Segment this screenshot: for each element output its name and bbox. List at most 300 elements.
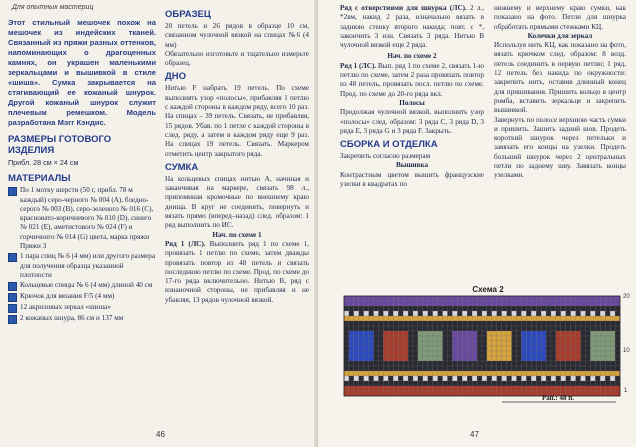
chart-cell — [536, 341, 541, 346]
chart-svg — [338, 284, 630, 414]
chart-cell — [438, 346, 443, 351]
chart-cell — [590, 351, 595, 356]
chart-cell — [586, 381, 591, 386]
chart-cell — [556, 361, 561, 366]
chart-cell — [467, 336, 472, 341]
chart-cell — [398, 336, 403, 341]
chart-cell — [487, 311, 492, 316]
chart-cell — [428, 366, 433, 371]
chart-cell — [477, 366, 482, 371]
chart-cell — [344, 376, 349, 381]
chart-cell — [512, 306, 517, 311]
chart-cell — [590, 361, 595, 366]
chart-cell — [502, 331, 507, 336]
chart-cell — [541, 306, 546, 311]
chart-cell — [438, 386, 443, 391]
chart-cell — [600, 381, 605, 386]
chart-cell — [379, 306, 384, 311]
chart-cell — [581, 306, 586, 311]
chart-cell — [517, 316, 522, 321]
chart-cell — [403, 331, 408, 336]
chart-cell — [541, 376, 546, 381]
chart-cell — [398, 361, 403, 366]
chart-cell — [546, 386, 551, 391]
chart-cell — [482, 316, 487, 321]
chart-cell — [364, 301, 369, 306]
materials-list — [8, 186, 156, 324]
chart-cell — [541, 356, 546, 361]
chart-cell — [393, 326, 398, 331]
chart-cell — [438, 391, 443, 396]
chart-cell — [388, 296, 393, 301]
chart-cell — [571, 341, 576, 346]
chart-cell — [566, 376, 571, 381]
chart-cell — [369, 301, 374, 306]
chart-cell — [462, 356, 467, 361]
chart-cell — [551, 311, 556, 316]
chart-cell — [354, 296, 359, 301]
chart-cell — [586, 351, 591, 356]
chart-cell — [418, 351, 423, 356]
chart-cell — [477, 321, 482, 326]
chart-cell — [388, 361, 393, 366]
chart-cell — [428, 301, 433, 306]
chart-cell — [507, 336, 512, 341]
chart-cell — [403, 326, 408, 331]
chart-cell — [581, 326, 586, 331]
chart-cell — [487, 316, 492, 321]
chart-cell — [600, 341, 605, 346]
chart-cell — [398, 346, 403, 351]
chart-cell — [428, 351, 433, 356]
chart-cell — [610, 376, 615, 381]
chart-cell — [403, 306, 408, 311]
chart-cell — [408, 371, 413, 376]
chart-cell — [595, 311, 600, 316]
chart-cell — [428, 386, 433, 391]
chart-cell — [561, 341, 566, 346]
chart-cell — [433, 336, 438, 341]
chart-cell — [556, 311, 561, 316]
chart-cell — [462, 391, 467, 396]
chart-cell — [364, 351, 369, 356]
chart-cell — [374, 341, 379, 346]
chart-cell — [354, 376, 359, 381]
chart-cell — [438, 381, 443, 386]
chart-cell — [615, 366, 620, 371]
chart-cell — [344, 361, 349, 366]
chart-cell — [448, 306, 453, 311]
chart-cell — [457, 376, 462, 381]
chart-cell — [452, 346, 457, 351]
chart-cell — [354, 306, 359, 311]
chart-cell — [487, 321, 492, 326]
chart-cell — [521, 321, 526, 326]
chart-cell — [379, 376, 384, 381]
chart-cell — [536, 381, 541, 386]
chart-cell — [526, 316, 531, 321]
chart-cell — [595, 306, 600, 311]
chart-cell — [398, 381, 403, 386]
chart-cell — [531, 351, 536, 356]
chart-cell — [467, 351, 472, 356]
chart-cell — [344, 391, 349, 396]
chart-cell — [477, 301, 482, 306]
chart-cell — [487, 371, 492, 376]
chart-cell — [423, 376, 428, 381]
chart-cell — [541, 361, 546, 366]
chart-cell — [600, 391, 605, 396]
repeat-caption: Рап.: 48 п. — [541, 394, 575, 402]
chart-cell — [600, 346, 605, 351]
chart-cell — [517, 371, 522, 376]
chart-cell — [413, 391, 418, 396]
chart-cell — [605, 391, 610, 396]
chart-cell — [472, 361, 477, 366]
chart-cell — [571, 381, 576, 386]
chart-cell — [546, 346, 551, 351]
chart-cell — [379, 386, 384, 391]
chart-cell — [556, 381, 561, 386]
chart-cell — [517, 351, 522, 356]
chart-cell — [600, 301, 605, 306]
chart-cell — [433, 361, 438, 366]
chart-cell — [349, 321, 354, 326]
chart-cell — [418, 346, 423, 351]
chart-cell — [457, 316, 462, 321]
chart-cell — [600, 306, 605, 311]
chart-cell — [492, 306, 497, 311]
chart-cell — [388, 381, 393, 386]
chart-cell — [428, 336, 433, 341]
chart-cell — [517, 391, 522, 396]
chart-cell — [531, 306, 536, 311]
chart-cell — [364, 371, 369, 376]
chart-cell — [517, 386, 522, 391]
chart-cell — [457, 326, 462, 331]
chart-cell — [610, 381, 615, 386]
materials-item-text: 12 акриловых зеркал «шиша» — [20, 303, 111, 312]
chart-cell — [497, 361, 502, 366]
chart-cell — [561, 361, 566, 366]
chart-cell — [423, 341, 428, 346]
chart-cell — [605, 351, 610, 356]
chart-cell — [517, 381, 522, 386]
chart-cell — [605, 316, 610, 321]
chart-cell — [556, 336, 561, 341]
chart-cell — [576, 336, 581, 341]
chart-cell — [521, 316, 526, 321]
chart-cell — [472, 386, 477, 391]
chart-cell — [497, 356, 502, 361]
chart-cell — [590, 306, 595, 311]
chart-cell — [497, 296, 502, 301]
chart-cell — [615, 386, 620, 391]
bullet-icon — [8, 304, 17, 313]
intro-text: Этот стильный мешочек похож на мешочек из индейских тканей. Связанный из пряжи разных оттенков, напоминающих о драгоценных камнях, он украшен маленькими зеркальцами и вышивкой в стиле «шиша». Сумка закрывается на стягивающий ее кожаный шнурок. Другой кожаный шнурок служит плечевым ремешком. Модель разработана Мэгг Кэндис. — [8, 18, 156, 127]
chart-cell — [413, 336, 418, 341]
chart-cell — [541, 316, 546, 321]
chart-cell — [536, 346, 541, 351]
chart-cell — [423, 381, 428, 386]
chart-cell — [443, 311, 448, 316]
chart-cell — [457, 306, 462, 311]
chart-cell — [477, 376, 482, 381]
chart-cell — [359, 366, 364, 371]
chart-cell — [467, 321, 472, 326]
chart-cell — [364, 311, 369, 316]
chart-cell — [364, 346, 369, 351]
chart-cell — [413, 371, 418, 376]
chart-cell — [418, 391, 423, 396]
chart-cell — [369, 311, 374, 316]
chart-cell — [541, 351, 546, 356]
chart-cell — [433, 296, 438, 301]
chart-cell — [374, 316, 379, 321]
chart-cell — [467, 316, 472, 321]
chart-cell — [531, 371, 536, 376]
chart-cell — [349, 366, 354, 371]
bottom-heading: ДНО — [165, 71, 187, 83]
chart-cell — [581, 366, 586, 371]
chart-cell — [472, 346, 477, 351]
chart-cell — [418, 321, 423, 326]
chart-cell — [615, 336, 620, 341]
chart-cell — [551, 306, 556, 311]
chart-cell — [546, 296, 551, 301]
chart-cell — [393, 381, 398, 386]
chart-cell — [561, 296, 566, 301]
chart-cell — [457, 371, 462, 376]
chart-cell — [517, 306, 522, 311]
chart-cell — [418, 386, 423, 391]
chart-cell — [388, 301, 393, 306]
chart-cell — [502, 336, 507, 341]
chart-cell — [487, 386, 492, 391]
materials-item — [8, 314, 156, 324]
chart-cell — [517, 361, 522, 366]
chart-cell — [433, 366, 438, 371]
chart-cell — [586, 331, 591, 336]
chart-cell — [374, 376, 379, 381]
chart-cell — [482, 376, 487, 381]
chart-cell — [531, 381, 536, 386]
chart-cell — [379, 326, 384, 331]
chart-cell — [600, 361, 605, 366]
chart-cell — [383, 311, 388, 316]
chart-cell — [462, 376, 467, 381]
chart-cell — [586, 296, 591, 301]
chart-cell — [418, 341, 423, 346]
chart-cell — [482, 356, 487, 361]
chart-cell — [344, 386, 349, 391]
chart-cell — [398, 301, 403, 306]
chart-cell — [561, 376, 566, 381]
chart-cell — [443, 306, 448, 311]
chart-cell — [462, 386, 467, 391]
tick-10: 10 — [623, 348, 630, 354]
chart-cell — [502, 306, 507, 311]
chart-cell — [428, 316, 433, 321]
chart-cell — [517, 301, 522, 306]
chart-cell — [531, 366, 536, 371]
chart-cell — [586, 326, 591, 331]
chart-cell — [610, 336, 615, 341]
chart-cell — [349, 351, 354, 356]
chart-cell — [443, 301, 448, 306]
chart-cell — [615, 306, 620, 311]
chart-cell — [502, 311, 507, 316]
chart-cell — [369, 306, 374, 311]
chart-cell — [571, 371, 576, 376]
chart-cell — [472, 326, 477, 331]
chart-cell — [388, 376, 393, 381]
bullet-icon — [8, 293, 17, 302]
chart-cell — [443, 326, 448, 331]
chart-cell — [551, 316, 556, 321]
chart-cell — [379, 381, 384, 386]
chart-cell — [408, 331, 413, 336]
size-heading: РАЗМЕРЫ ГОТОВОГО ИЗДЕЛИЯ — [8, 134, 112, 156]
chart-cell — [526, 371, 531, 376]
chart-cell — [561, 301, 566, 306]
chart-cell — [452, 376, 457, 381]
chart-cell — [546, 366, 551, 371]
chart-cell — [398, 366, 403, 371]
chart-cell — [457, 386, 462, 391]
chart-cell — [398, 341, 403, 346]
chart-cell — [605, 381, 610, 386]
stripes-text: Продолжая чулочной вязкой, выполнить узор «полосы» след. образом: 3 ряда C, 3 ряда D, 3 ряда E, 3 ряда G и 3 ряда F. Закрыть. — [340, 108, 484, 135]
chart-cell — [507, 321, 512, 326]
chart-cell — [443, 361, 448, 366]
chart-cell — [497, 346, 502, 351]
chart-cell — [369, 381, 374, 386]
chart-cell — [541, 336, 546, 341]
chart-cell — [546, 321, 551, 326]
chart-cell — [581, 331, 586, 336]
chart-cell — [600, 336, 605, 341]
chart-cell — [615, 296, 620, 301]
chart-cell — [349, 311, 354, 316]
chart-cell — [581, 341, 586, 346]
chart-grid — [344, 296, 620, 396]
chart-cell — [374, 331, 379, 336]
chart-cell — [369, 326, 374, 331]
chart-cell — [408, 316, 413, 321]
chart-cell — [541, 386, 546, 391]
chart-cell — [398, 356, 403, 361]
holes-label: Ряд с отверстиями для шнурка (ЛС). — [340, 4, 467, 12]
chart-cell — [379, 331, 384, 336]
chart-cell — [393, 386, 398, 391]
chart-cell — [383, 306, 388, 311]
chart-cell — [482, 296, 487, 301]
chart-cell — [502, 376, 507, 381]
chart-cell — [379, 366, 384, 371]
chart-cell — [507, 311, 512, 316]
chart-cell — [448, 356, 453, 361]
chart-cell — [433, 341, 438, 346]
chart-cell — [457, 361, 462, 366]
chart-cell — [615, 371, 620, 376]
chart-cell — [383, 331, 388, 336]
chart-cell — [433, 356, 438, 361]
chart-cell — [487, 296, 492, 301]
right-page — [318, 0, 636, 447]
chart-cell — [349, 346, 354, 351]
chart-cell — [482, 341, 487, 346]
chart-cell — [595, 351, 600, 356]
chart-cell — [398, 376, 403, 381]
chart-cell — [586, 316, 591, 321]
chart-cell — [561, 356, 566, 361]
chart-cell — [556, 316, 561, 321]
chart-cell — [379, 336, 384, 341]
chart-cell — [595, 341, 600, 346]
chart-cell — [379, 301, 384, 306]
chart-cell — [576, 306, 581, 311]
chart-cell — [571, 376, 576, 381]
chart-cell — [590, 326, 595, 331]
chart-cell — [531, 336, 536, 341]
chart-cell — [541, 311, 546, 316]
holes-text: 2 л., *2вм, накид 2 раза, изначально вязать в заднюю стенку второго накида; повт. с *, закончить 3 изн. Связать 3 ряда. Нитью B чулочной вязкой еще 2 ряда. — [340, 4, 485, 50]
chart-cell — [383, 321, 388, 326]
chart-cell — [364, 316, 369, 321]
chart-cell — [379, 296, 384, 301]
chart-cell — [605, 366, 610, 371]
chart-cell — [364, 361, 369, 366]
chart-cell — [605, 341, 610, 346]
chart-cell — [482, 311, 487, 316]
chart-cell — [344, 321, 349, 326]
chart-cell — [364, 386, 369, 391]
chart-cell — [551, 296, 556, 301]
chart-cell — [526, 321, 531, 326]
mirror-heading: Колечки для зеркал — [527, 31, 593, 40]
chart-cell — [398, 306, 403, 311]
chart-cell — [438, 356, 443, 361]
chart-cell — [595, 386, 600, 391]
chart-cell — [388, 306, 393, 311]
chart-cell — [531, 326, 536, 331]
chart-cell — [413, 306, 418, 311]
chart-cell — [383, 361, 388, 366]
chart-cell — [581, 351, 586, 356]
chart-cell — [615, 351, 620, 356]
chart-cell — [581, 336, 586, 341]
chart-cell — [581, 296, 586, 301]
chart-cell — [418, 371, 423, 376]
chart-cell — [595, 356, 600, 361]
finish-text: Завернуть по полосе верхнюю часть сумки и пришить. Зашить задний шов. Продеть короткий шнурок через петельки и завязать его концы на узелки. Продеть больший шнурок через 2 центральных петли по заднему шву. Завязать концы узелками. — [494, 115, 626, 180]
chart-cell — [462, 366, 467, 371]
chart-cell — [413, 381, 418, 386]
chart-cell — [526, 376, 531, 381]
chart-cell — [595, 361, 600, 366]
materials-item — [8, 292, 156, 302]
right-column-2 — [494, 4, 626, 181]
chart-cell — [452, 331, 457, 336]
chart-cell — [448, 361, 453, 366]
chart-cell — [610, 386, 615, 391]
chart-cell — [418, 376, 423, 381]
chart-cell — [566, 341, 571, 346]
chart-cell — [561, 331, 566, 336]
chart-cell — [448, 326, 453, 331]
chart-cell — [517, 321, 522, 326]
